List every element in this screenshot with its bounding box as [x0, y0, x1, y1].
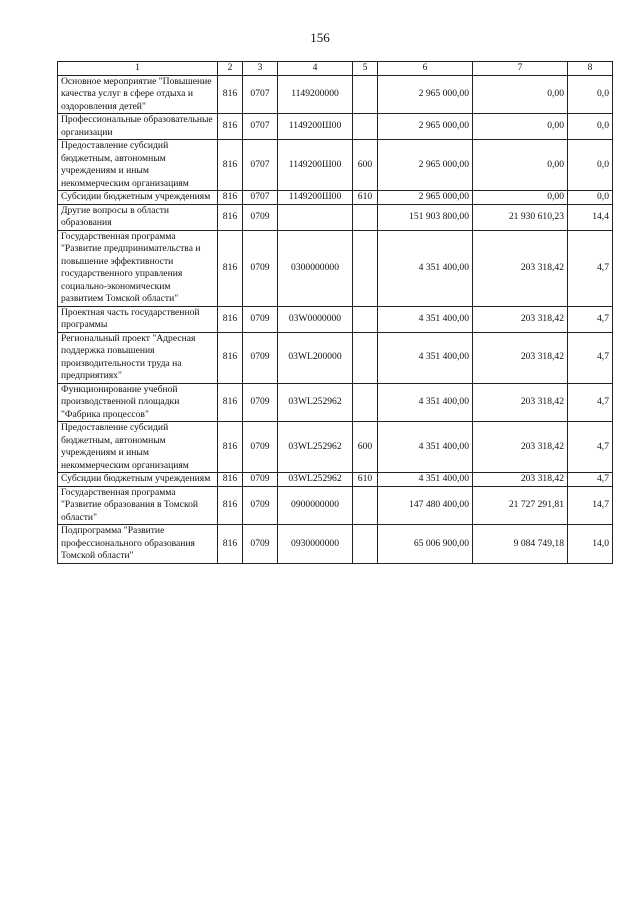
cell-target-article: 03W0000000 — [278, 306, 353, 332]
table-row — [58, 204, 613, 230]
cell-ministry-code: 816 — [218, 525, 243, 564]
table-row — [58, 75, 613, 114]
cell-plan-amount: 2 965 000,00 — [378, 140, 473, 191]
table-row — [58, 332, 613, 383]
cell-expense-type — [353, 114, 378, 140]
cell-section-code: 0707 — [243, 114, 278, 140]
cell-ministry-code: 816 — [218, 204, 243, 230]
cell-ministry-code: 816 — [218, 75, 243, 114]
cell-plan-amount: 2 965 000,00 — [378, 75, 473, 114]
cell-target-article: 03WL252962 — [278, 383, 353, 422]
cell-section-code: 0709 — [243, 230, 278, 306]
cell-name: Проектная часть государственной программы — [58, 306, 218, 332]
cell-name: Другие вопросы в области образования — [58, 204, 218, 230]
cell-section-code: 0707 — [243, 191, 278, 205]
cell-plan-amount: 4 351 400,00 — [378, 473, 473, 487]
table-row — [58, 306, 613, 332]
cell-target-article: 1149200Ш00 — [278, 191, 353, 205]
cell-name: Профессиональные образовательные организации — [58, 114, 218, 140]
cell-target-article: 0300000000 — [278, 230, 353, 306]
cell-name: Государственная программа "Развитие образования в Томской области" — [58, 486, 218, 525]
cell-name: Основное мероприятие "Повышение качества услуг в сфере отдыха и оздоровления детей" — [58, 75, 218, 114]
cell-target-article: 03WL252962 — [278, 422, 353, 473]
cell-target-article: 0900000000 — [278, 486, 353, 525]
header-col-7: 7 — [473, 62, 568, 76]
cell-ministry-code: 816 — [218, 191, 243, 205]
cell-target-article — [278, 204, 353, 230]
cell-name: Субсидии бюджетным учреждениям — [58, 191, 218, 205]
cell-name: Государственная программа "Развитие предпринимательства и повышение эффективности государственного управления социально-экономическим развитием Томской области" — [58, 230, 218, 306]
cell-section-code: 0709 — [243, 422, 278, 473]
cell-plan-amount: 4 351 400,00 — [378, 230, 473, 306]
cell-expense-type — [353, 486, 378, 525]
cell-section-code: 0709 — [243, 486, 278, 525]
cell-target-article: 1149200Ш00 — [278, 140, 353, 191]
cell-actual-amount: 203 318,42 — [473, 332, 568, 383]
cell-plan-amount: 151 903 800,00 — [378, 204, 473, 230]
cell-expense-type — [353, 306, 378, 332]
cell-ministry-code: 816 — [218, 473, 243, 487]
cell-percent: 4,7 — [568, 422, 613, 473]
cell-name: Предоставление субсидий бюджетным, автономным учреждениям и иным некоммерческим организациям — [58, 422, 218, 473]
cell-percent: 4,7 — [568, 383, 613, 422]
cell-ministry-code: 816 — [218, 486, 243, 525]
cell-name: Региональный проект "Адресная поддержка повышения производительности труда на предприятиях" — [58, 332, 218, 383]
cell-expense-type: 600 — [353, 140, 378, 191]
cell-name: Предоставление субсидий бюджетным, автономным учреждениям и иным некоммерческим организациям — [58, 140, 218, 191]
cell-actual-amount: 203 318,42 — [473, 383, 568, 422]
cell-target-article: 1149200Ш00 — [278, 114, 353, 140]
table-row — [58, 486, 613, 525]
cell-percent: 4,7 — [568, 473, 613, 487]
header-row — [58, 62, 613, 76]
cell-section-code: 0709 — [243, 525, 278, 564]
cell-section-code: 0709 — [243, 383, 278, 422]
cell-ministry-code: 816 — [218, 230, 243, 306]
cell-expense-type — [353, 525, 378, 564]
table-row — [58, 140, 613, 191]
table-row — [58, 191, 613, 205]
cell-actual-amount: 203 318,42 — [473, 473, 568, 487]
cell-ministry-code: 816 — [218, 140, 243, 191]
header-col-5: 5 — [353, 62, 378, 76]
header-col-4: 4 — [278, 62, 353, 76]
cell-plan-amount: 147 480 400,00 — [378, 486, 473, 525]
cell-plan-amount: 4 351 400,00 — [378, 306, 473, 332]
cell-plan-amount: 65 006 900,00 — [378, 525, 473, 564]
cell-section-code: 0709 — [243, 306, 278, 332]
table-row — [58, 114, 613, 140]
cell-actual-amount: 203 318,42 — [473, 422, 568, 473]
page-number: 156 — [310, 30, 330, 45]
header-col-3: 3 — [243, 62, 278, 76]
cell-expense-type — [353, 230, 378, 306]
cell-ministry-code: 816 — [218, 114, 243, 140]
table-row — [58, 525, 613, 564]
cell-plan-amount: 2 965 000,00 — [378, 114, 473, 140]
cell-actual-amount: 0,00 — [473, 140, 568, 191]
header-col-8: 8 — [568, 62, 613, 76]
cell-percent: 4,7 — [568, 230, 613, 306]
cell-target-article: 03WL200000 — [278, 332, 353, 383]
cell-target-article: 0930000000 — [278, 525, 353, 564]
cell-expense-type: 600 — [353, 422, 378, 473]
cell-actual-amount: 0,00 — [473, 114, 568, 140]
cell-percent: 0,0 — [568, 75, 613, 114]
table-row — [58, 422, 613, 473]
cell-target-article: 03WL252962 — [278, 473, 353, 487]
cell-target-article: 1149200000 — [278, 75, 353, 114]
cell-actual-amount: 203 318,42 — [473, 230, 568, 306]
cell-expense-type — [353, 332, 378, 383]
cell-percent: 0,0 — [568, 140, 613, 191]
cell-percent: 0,0 — [568, 191, 613, 205]
cell-section-code: 0707 — [243, 140, 278, 191]
cell-section-code: 0709 — [243, 204, 278, 230]
cell-percent: 0,0 — [568, 114, 613, 140]
cell-name: Функционирование учебной производственной площадки "Фабрика процессов" — [58, 383, 218, 422]
cell-actual-amount: 21 727 291,81 — [473, 486, 568, 525]
header-col-1: 1 — [58, 62, 218, 76]
cell-name: Субсидии бюджетным учреждениям — [58, 473, 218, 487]
table-body — [58, 75, 613, 563]
cell-plan-amount: 4 351 400,00 — [378, 332, 473, 383]
cell-ministry-code: 816 — [218, 383, 243, 422]
cell-plan-amount: 4 351 400,00 — [378, 422, 473, 473]
cell-percent: 14,7 — [568, 486, 613, 525]
budget-table — [57, 61, 613, 564]
cell-actual-amount: 0,00 — [473, 191, 568, 205]
cell-ministry-code: 816 — [218, 306, 243, 332]
table-row — [58, 230, 613, 306]
cell-percent: 14,4 — [568, 204, 613, 230]
cell-section-code: 0709 — [243, 473, 278, 487]
cell-section-code: 0709 — [243, 332, 278, 383]
cell-percent: 4,7 — [568, 306, 613, 332]
cell-actual-amount: 9 084 749,18 — [473, 525, 568, 564]
table-row — [58, 473, 613, 487]
cell-expense-type — [353, 383, 378, 422]
cell-expense-type — [353, 204, 378, 230]
cell-plan-amount: 4 351 400,00 — [378, 383, 473, 422]
cell-actual-amount: 21 930 610,23 — [473, 204, 568, 230]
cell-expense-type: 610 — [353, 191, 378, 205]
cell-ministry-code: 816 — [218, 422, 243, 473]
cell-expense-type — [353, 75, 378, 114]
cell-actual-amount: 0,00 — [473, 75, 568, 114]
header-col-2: 2 — [218, 62, 243, 76]
table-row — [58, 383, 613, 422]
cell-plan-amount: 2 965 000,00 — [378, 191, 473, 205]
cell-ministry-code: 816 — [218, 332, 243, 383]
cell-percent: 14,0 — [568, 525, 613, 564]
cell-name: Подпрограмма "Развитие профессионального образования Томской области" — [58, 525, 218, 564]
header-col-6: 6 — [378, 62, 473, 76]
cell-actual-amount: 203 318,42 — [473, 306, 568, 332]
cell-expense-type: 610 — [353, 473, 378, 487]
cell-percent: 4,7 — [568, 332, 613, 383]
cell-section-code: 0707 — [243, 75, 278, 114]
